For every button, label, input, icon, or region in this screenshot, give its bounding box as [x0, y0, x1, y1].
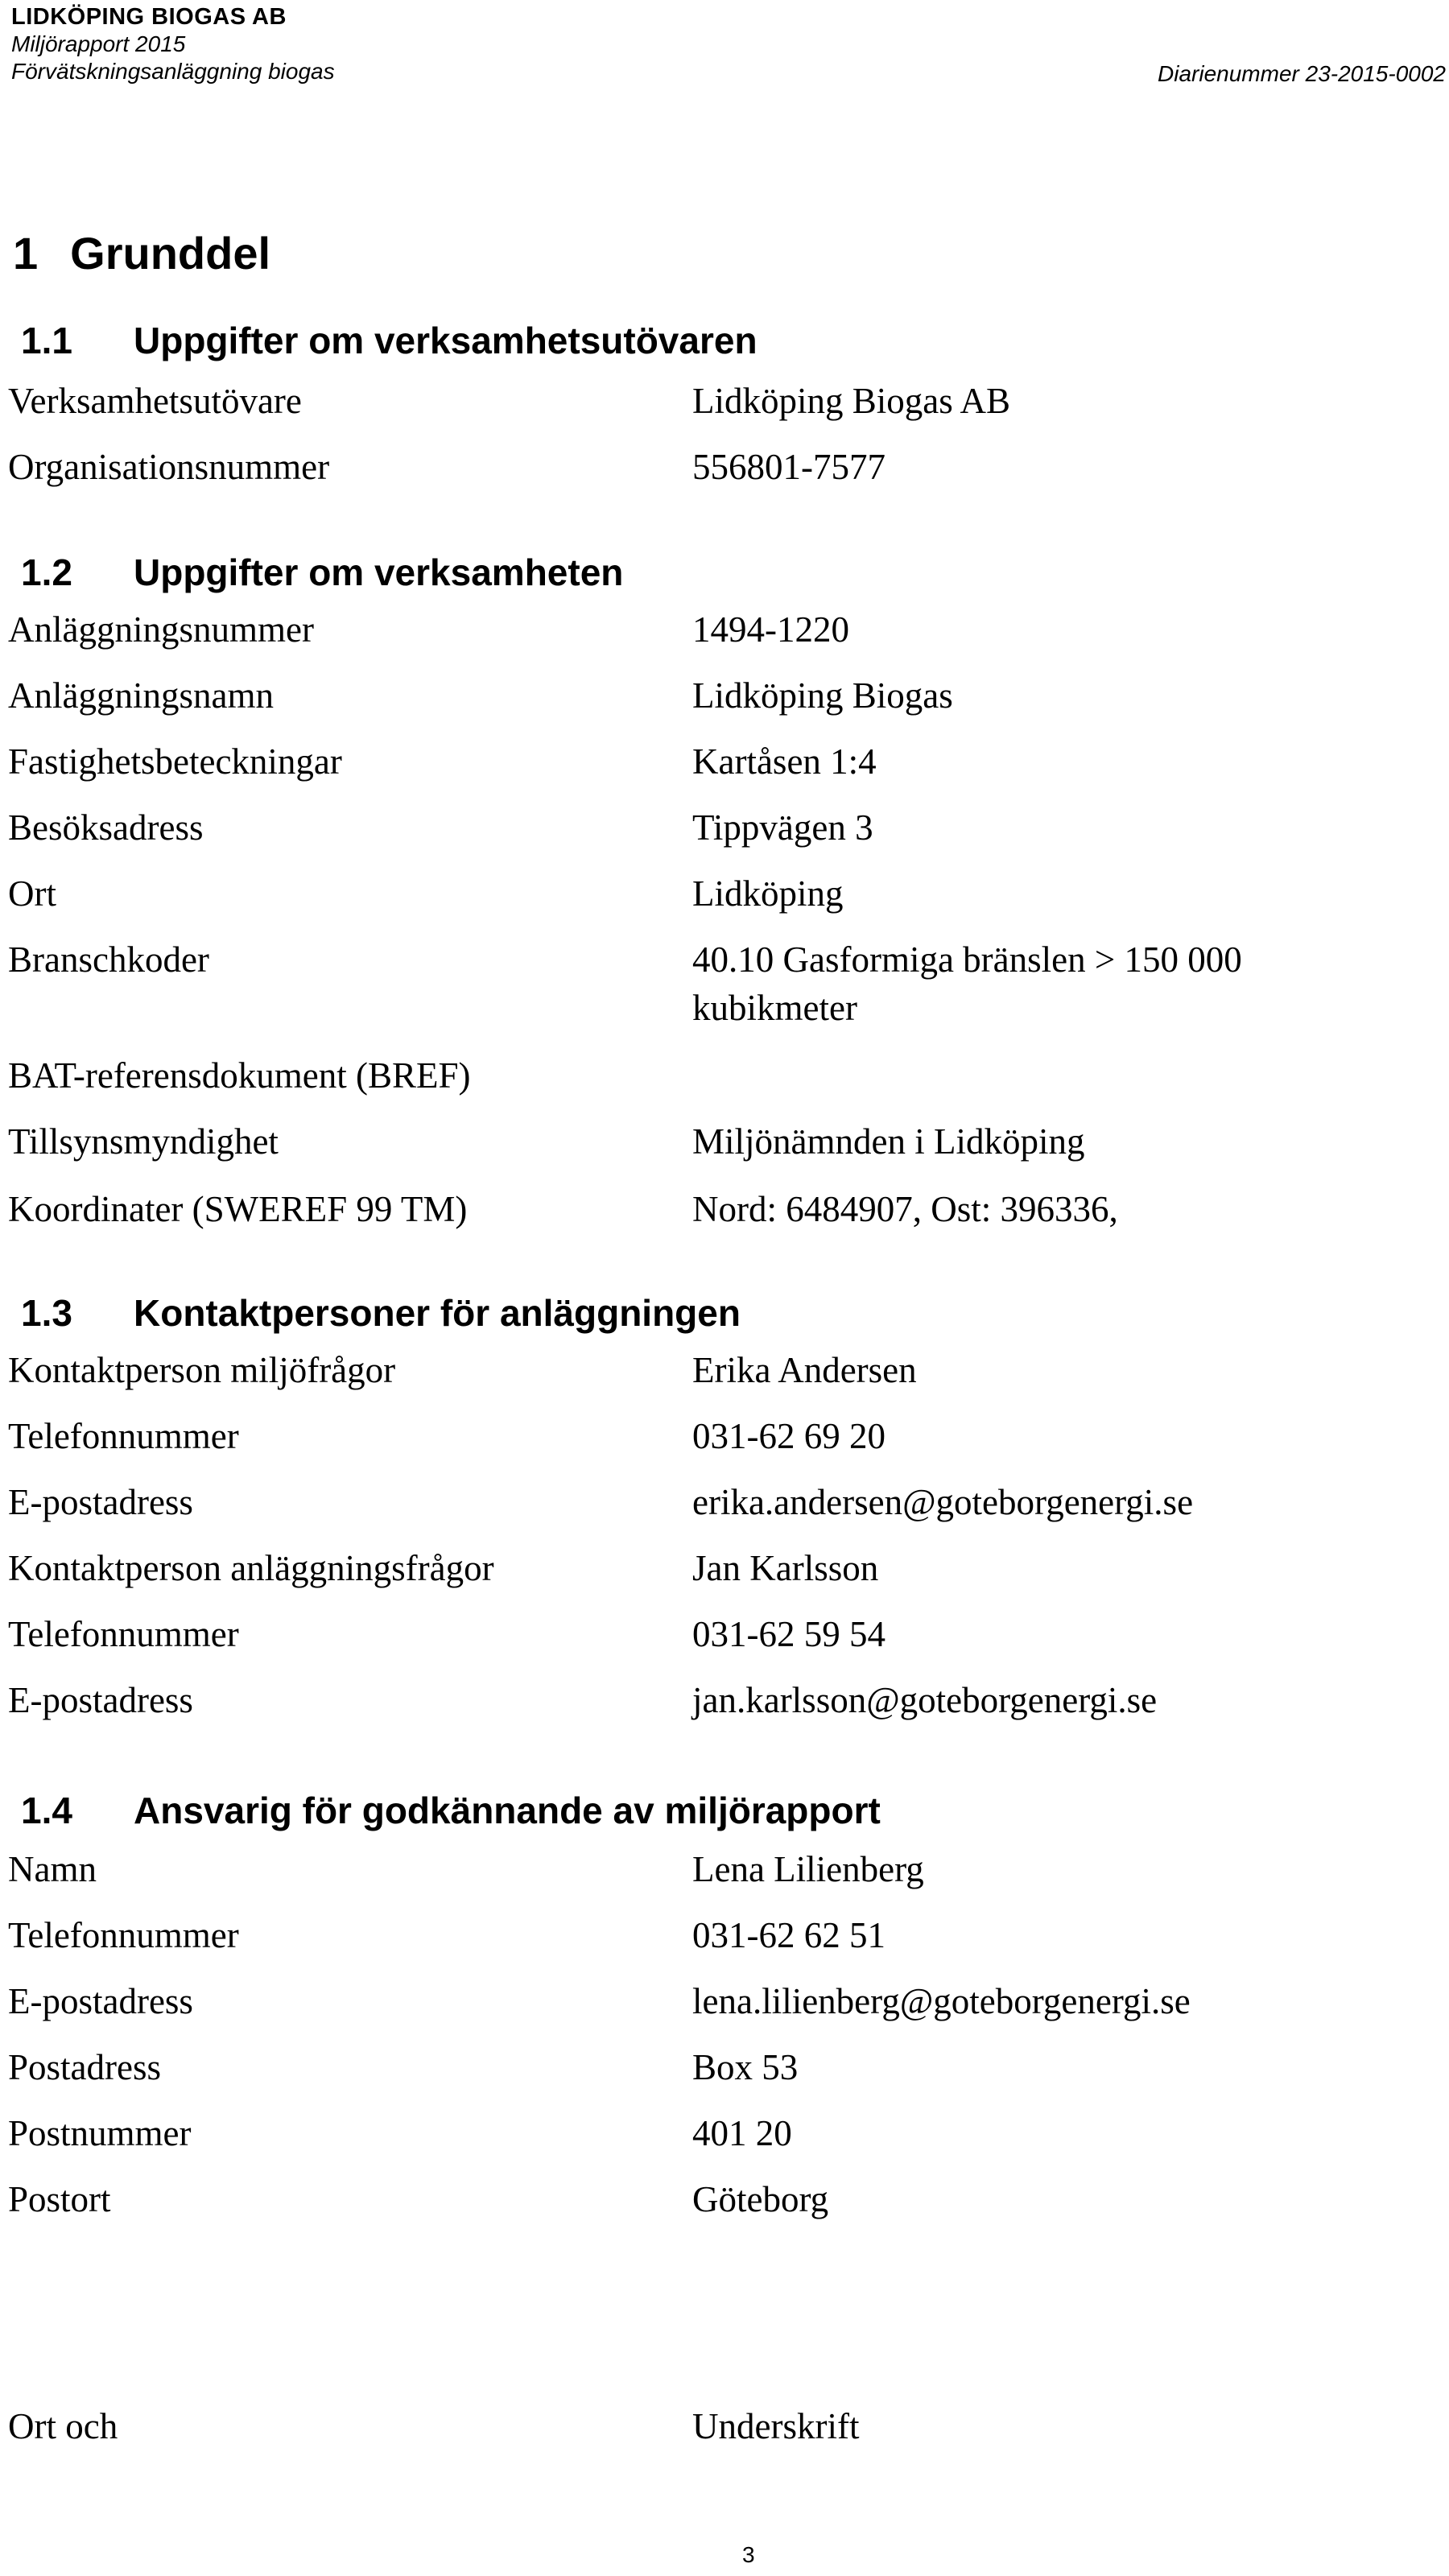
field-value: jan.karlsson@goteborgenergi.se	[692, 1680, 1158, 1720]
field-value: lena.lilienberg@goteborgenergi.se	[692, 1981, 1191, 2021]
field-label: Postnummer	[8, 2113, 192, 2153]
section-number: 1.2	[21, 551, 72, 593]
section-title: Ansvarig för godkännande av miljörapport	[134, 1790, 881, 1831]
field-label: Telefonnummer	[8, 1915, 239, 1955]
section-heading-1-3	[21, 1291, 741, 1335]
field-value: Lidköping	[692, 873, 844, 914]
field-label: Postort	[8, 2179, 111, 2219]
report-title: Miljörapport 2015	[11, 31, 186, 56]
field-value: 031-62 62 51	[692, 1915, 886, 1955]
company-name: LIDKÖPING BIOGAS AB	[11, 4, 287, 30]
field-label: Fastighetsbeteckningar	[8, 741, 342, 782]
field-label: E-postadress	[8, 1482, 193, 1522]
field-label: E-postadress	[8, 1680, 193, 1720]
field-value: 031-62 69 20	[692, 1416, 886, 1456]
field-label: Tillsynsmyndighet	[8, 1121, 279, 1162]
signature-place-label: Ort och	[8, 2406, 118, 2446]
field-label: BAT-referensdokument (BREF)	[8, 1055, 471, 1096]
field-value: 031-62 59 54	[692, 1614, 886, 1654]
field-label: Telefonnummer	[8, 1614, 239, 1654]
field-value: Box 53	[692, 2047, 799, 2087]
chapter-number: 1	[13, 228, 39, 279]
page-header	[11, 3, 335, 85]
section-title: Uppgifter om verksamhetsutövaren	[134, 320, 758, 361]
field-value: Miljönämnden i Lidköping	[692, 1121, 1085, 1162]
diary-number: Diarienummer 23-2015-0002	[1158, 61, 1446, 86]
field-value: Nord: 6484907, Ost: 396336,	[692, 1189, 1118, 1229]
field-value: 556801-7577	[692, 447, 886, 487]
field-value: Erika Andersen	[692, 1350, 917, 1390]
section-heading-1-1	[21, 319, 758, 362]
field-label: Kontaktperson anläggningsfrågor	[8, 1548, 494, 1588]
field-label: Verksamhetsutövare	[8, 381, 302, 421]
field-value: erika.andersen@goteborgenergi.se	[692, 1482, 1194, 1522]
field-label: Kontaktperson miljöfrågor	[8, 1350, 396, 1390]
section-heading-1-2	[21, 551, 623, 594]
field-value: Kartåsen 1:4	[692, 741, 877, 782]
field-label: Besöksadress	[8, 807, 204, 848]
field-label: Branschkoder	[8, 939, 209, 980]
signature-label: Underskrift	[692, 2406, 860, 2446]
section-title: Uppgifter om verksamheten	[134, 551, 624, 593]
chapter-heading	[13, 227, 270, 279]
section-number: 1.3	[21, 1292, 72, 1334]
section-heading-1-4	[21, 1789, 881, 1832]
field-label: Telefonnummer	[8, 1416, 239, 1456]
field-value: 40.10 Gasformiga bränslen > 150 000 kubikmeter	[692, 939, 1242, 1028]
field-value: Jan Karlsson	[692, 1548, 879, 1588]
page-number: 3	[742, 2542, 755, 2567]
field-label: Anläggningsnamn	[8, 675, 274, 716]
chapter-title: Grunddel	[70, 228, 271, 279]
report-subtitle: Förvätskningsanläggning biogas	[11, 59, 335, 84]
field-label: Koordinater (SWEREF 99 TM)	[8, 1189, 468, 1229]
field-value: 401 20	[692, 2113, 792, 2153]
field-label: E-postadress	[8, 1981, 193, 2021]
field-value: Tippvägen 3	[692, 807, 873, 848]
section-number: 1.1	[21, 320, 72, 361]
field-value: Lidköping Biogas	[692, 675, 953, 716]
field-value: 1494-1220	[692, 609, 849, 650]
section-number: 1.4	[21, 1790, 72, 1831]
field-label: Namn	[8, 1849, 97, 1889]
field-label: Organisationsnummer	[8, 447, 330, 487]
field-label: Ort	[8, 873, 56, 914]
field-value: Lena Lilienberg	[692, 1849, 924, 1889]
section-title: Kontaktpersoner för anläggningen	[134, 1292, 741, 1334]
field-value: Lidköping Biogas AB	[692, 381, 1011, 421]
field-label: Postadress	[8, 2047, 161, 2087]
field-label: Anläggningsnummer	[8, 609, 314, 650]
field-value: Göteborg	[692, 2179, 829, 2219]
